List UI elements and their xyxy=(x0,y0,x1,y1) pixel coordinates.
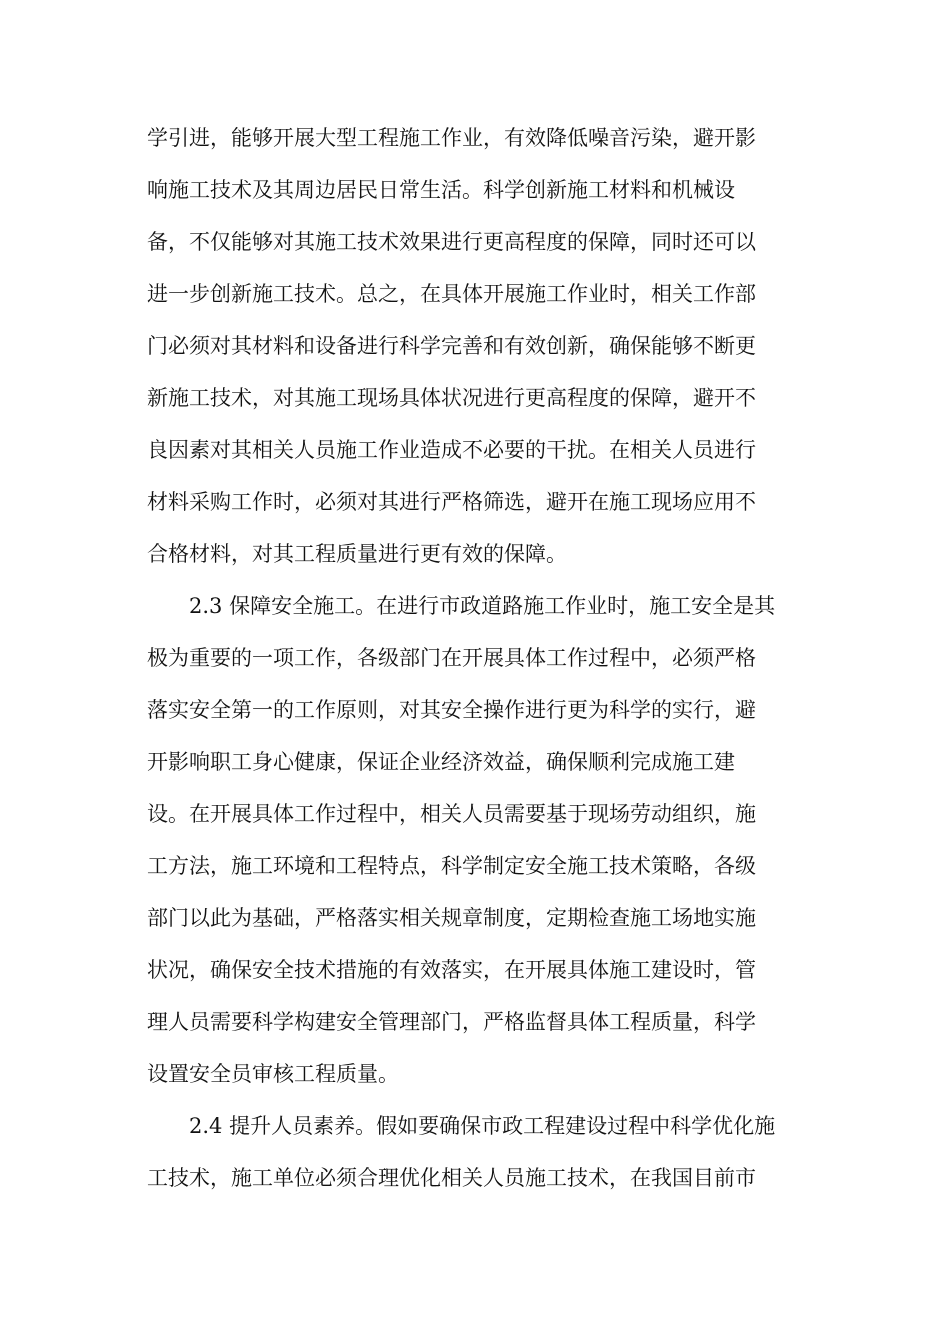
text-line: 设。在开展具体工作过程中，相关人员需要基于现场劳动组织，施 xyxy=(147,802,756,826)
text-line: 设置安全员审核工程质量。 xyxy=(147,1062,399,1086)
text-line: 合格材料，对其工程质量进行更有效的保障。 xyxy=(147,542,567,566)
text-line: 门必须对其材料和设备进行科学完善和有效创新，确保能够不断更 xyxy=(147,334,756,358)
text-line: 学引进，能够开展大型工程施工作业，有效降低噪音污染，避开影 xyxy=(147,126,756,150)
text-line: 工技术，施工单位必须合理优化相关人员施工技术，在我国目前市 xyxy=(147,1166,756,1190)
text-line: 良因素对其相关人员施工作业造成不必要的干扰。在相关人员进行 xyxy=(147,438,756,462)
section-heading-line: 2.3 保障安全施工。在进行市政道路施工作业时，施工安全是其 xyxy=(189,594,776,618)
text-line: 进一步创新施工技术。总之，在具体开展施工作业时，相关工作部 xyxy=(147,282,756,306)
section-heading-line: 2.4 提升人员素养。假如要确保市政工程建设过程中科学优化施 xyxy=(189,1114,776,1138)
text-line: 理人员需要科学构建安全管理部门，严格监督具体工程质量，科学 xyxy=(147,1010,756,1034)
text-line: 极为重要的一项工作，各级部门在开展具体工作过程中，必须严格 xyxy=(147,646,756,670)
text-line: 落实安全第一的工作原则，对其安全操作进行更为科学的实行，避 xyxy=(147,698,756,722)
text-line: 开影响职工身心健康，保证企业经济效益，确保顺利完成施工建 xyxy=(147,750,735,774)
text-line: 材料采购工作时，必须对其进行严格筛选，避开在施工现场应用不 xyxy=(147,490,756,514)
text-line: 部门以此为基础，严格落实相关规章制度，定期检查施工场地实施 xyxy=(147,906,756,930)
text-line: 备，不仅能够对其施工技术效果进行更高程度的保障，同时还可以 xyxy=(147,230,756,254)
text-line: 状况，确保安全技术措施的有效落实，在开展具体施工建设时，管 xyxy=(147,958,756,982)
text-line: 工方法，施工环境和工程特点，科学制定安全施工技术策略，各级 xyxy=(147,854,756,878)
text-line: 新施工技术，对其施工现场具体状况进行更高程度的保障，避开不 xyxy=(147,386,756,410)
text-line: 响施工技术及其周边居民日常生活。科学创新施工材料和机械设 xyxy=(147,178,735,202)
